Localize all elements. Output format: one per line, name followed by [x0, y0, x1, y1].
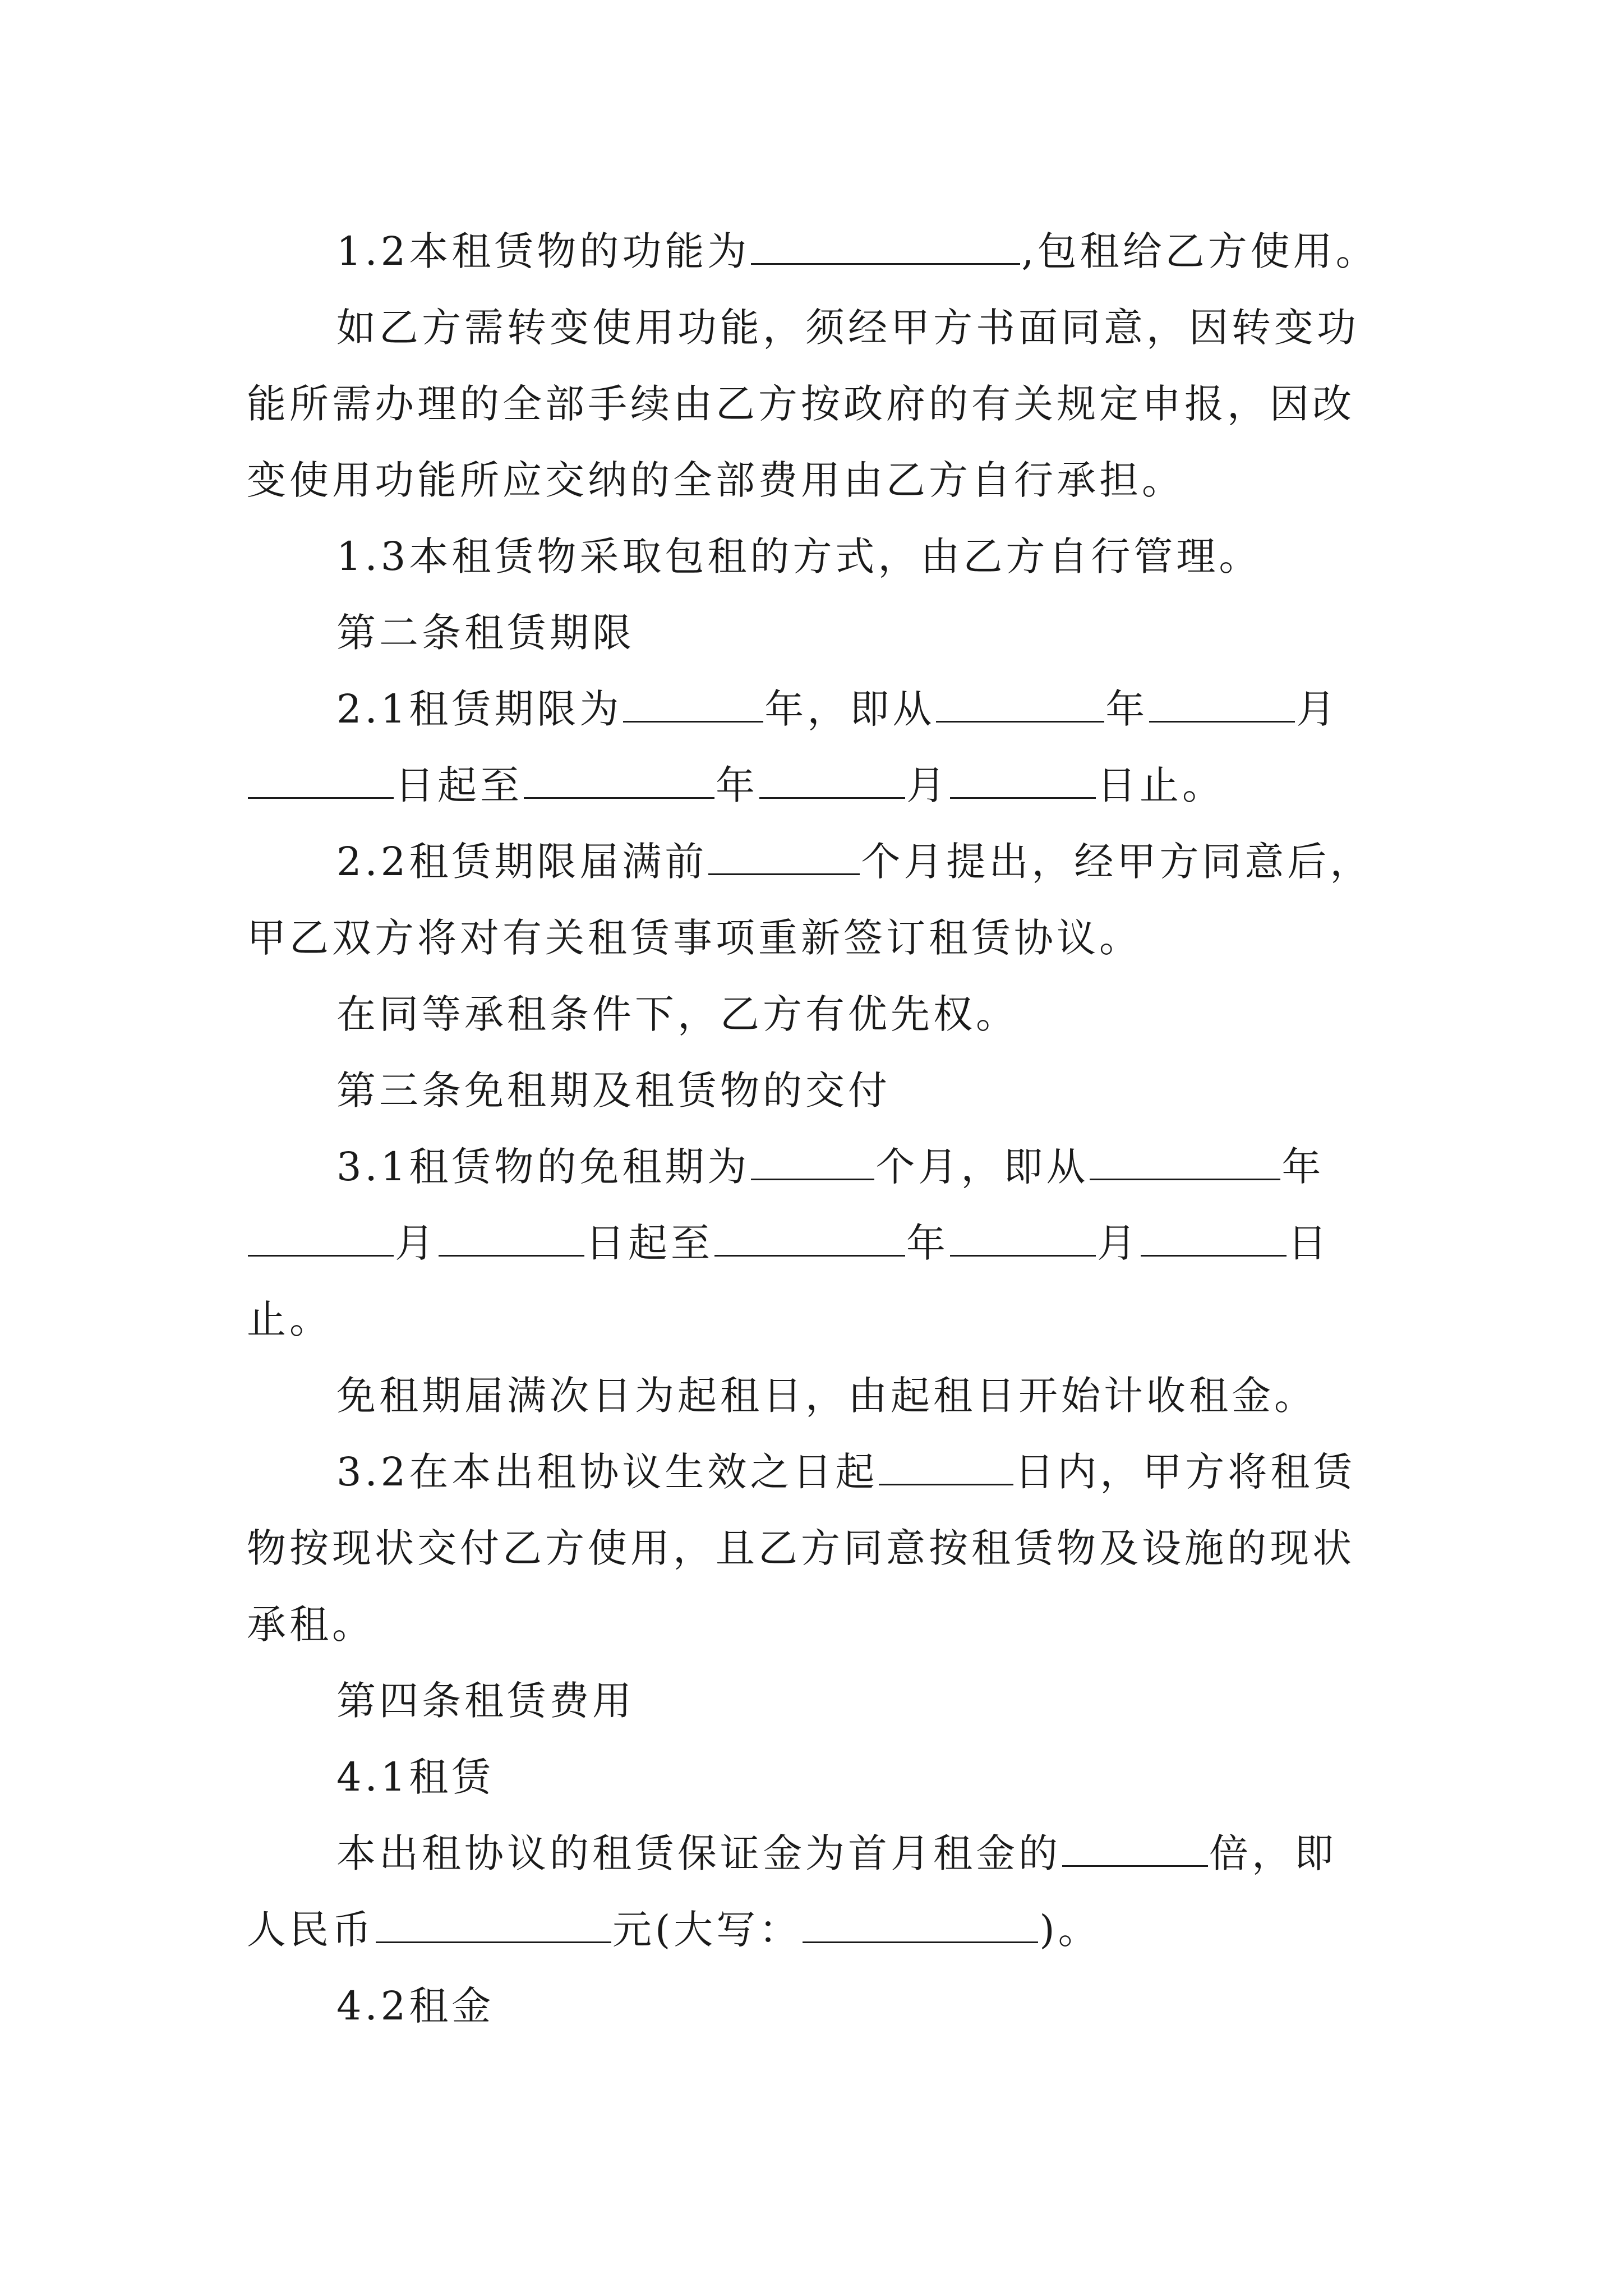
text: 止。 — [247, 1296, 332, 1342]
text: 3.2在本出租协议生效之日起 — [336, 1449, 878, 1495]
article-heading — [247, 1663, 1447, 1739]
text: 免租期届满次日为起租日，由起租日开始计收租金。 — [336, 1373, 1317, 1419]
text: 年 — [1105, 686, 1149, 732]
clause-2-2 — [247, 823, 1447, 900]
paragraph-line — [247, 1358, 1447, 1434]
text: 第三条免租期及租赁物的交付 — [336, 1068, 891, 1114]
text: 人民币 — [247, 1907, 375, 1953]
fill-blank — [751, 228, 1020, 265]
text: 变使用功能所应交纳的全部费用由乙方自行承担。 — [247, 457, 1184, 503]
paragraph-line — [247, 1510, 1447, 1586]
fill-blank — [1090, 1144, 1280, 1180]
paragraph-line — [247, 1815, 1447, 1892]
text: 月 — [1097, 1220, 1140, 1266]
text: 年，即从 — [764, 686, 935, 732]
paragraph-line — [247, 366, 1447, 442]
text: 3.1租赁物的免租期为 — [336, 1144, 750, 1190]
text: 如乙方需转变使用功能，须经甲方书面同意，因转变功 — [336, 305, 1359, 351]
text: 日起至 — [395, 762, 523, 808]
text: 日起至 — [585, 1220, 713, 1266]
document-page — [247, 213, 1447, 2044]
text: 年 — [1281, 1144, 1325, 1190]
clause-2-1 — [247, 671, 1447, 747]
text: 4.1租赁 — [336, 1754, 495, 1800]
text: 2.1租赁期限为 — [336, 686, 623, 732]
text: 第二条租赁期限 — [336, 610, 635, 656]
fill-blank — [950, 762, 1096, 799]
clause-4-2 — [247, 1968, 1447, 2044]
text: 日 — [1288, 1220, 1330, 1266]
text: ,包租给乙方使用。 — [1021, 228, 1378, 274]
fill-blank — [1062, 1830, 1208, 1867]
text: 能所需办理的全部手续由乙方按政府的有关规定申报，因改 — [247, 381, 1355, 427]
article-heading — [247, 595, 1447, 671]
fill-blank — [623, 686, 763, 723]
fill-blank — [751, 1144, 874, 1180]
paragraph-line — [247, 1281, 1447, 1358]
paragraph-line — [247, 900, 1447, 976]
fill-blank — [759, 762, 905, 799]
text: 第四条租赁费用 — [336, 1678, 635, 1724]
fill-blank — [524, 762, 714, 799]
fill-blank — [248, 1220, 394, 1257]
fill-blank — [714, 1220, 905, 1257]
fill-blank — [708, 839, 860, 875]
text: 在同等承租条件下，乙方有优先权。 — [336, 991, 1018, 1037]
fill-blank — [248, 762, 394, 799]
text: 日内，甲方将租赁 — [1015, 1449, 1356, 1495]
paragraph-line — [247, 747, 1447, 823]
fill-blank — [936, 686, 1104, 723]
text: 个月提出，经甲方同意后， — [861, 839, 1373, 885]
clause-4-1 — [247, 1739, 1447, 1815]
text: 日止。 — [1097, 762, 1225, 808]
paragraph-line — [247, 1892, 1447, 1968]
clause-3-2 — [247, 1434, 1447, 1510]
paragraph-line — [247, 442, 1447, 518]
fill-blank — [1141, 1220, 1287, 1257]
clause-3-1 — [247, 1129, 1447, 1205]
text: 年 — [716, 762, 758, 808]
text: 4.2租金 — [336, 1983, 495, 2029]
paragraph-line — [247, 1205, 1447, 1281]
fill-blank — [879, 1449, 1013, 1485]
text: 承租。 — [247, 1602, 375, 1648]
article-heading — [247, 1052, 1447, 1129]
fill-blank — [1149, 686, 1295, 723]
fill-blank — [376, 1907, 611, 1943]
paragraph-line — [247, 1586, 1447, 1663]
text: 1.3本租赁物采取包租的方式，由乙方自行管理。 — [336, 533, 1262, 579]
text: 2.2租赁期限届满前 — [336, 839, 708, 885]
text: 月 — [906, 762, 949, 808]
clause-1-2 — [247, 213, 1447, 289]
text: 倍，即 — [1209, 1830, 1337, 1876]
paragraph-line — [247, 976, 1447, 1052]
fill-blank — [950, 1220, 1096, 1257]
paragraph-line — [247, 289, 1447, 366]
text: 本出租协议的租赁保证金为首月租金的 — [336, 1830, 1061, 1876]
text: 月 — [1296, 686, 1339, 732]
text: 月 — [395, 1220, 437, 1266]
text: 年 — [906, 1220, 949, 1266]
text: 元(大写： — [612, 1907, 802, 1953]
clause-1-3 — [247, 518, 1447, 595]
text: )。 — [1039, 1907, 1101, 1953]
text: 甲乙双方将对有关租赁事项重新签订租赁协议。 — [247, 915, 1142, 961]
text: 1.2本租赁物的功能为 — [336, 228, 750, 274]
fill-blank — [803, 1907, 1038, 1943]
text: 物按现状交付乙方使用，且乙方同意按租赁物及设施的现状 — [247, 1525, 1355, 1571]
text: 个月，即从 — [875, 1144, 1089, 1190]
fill-blank — [439, 1220, 584, 1257]
